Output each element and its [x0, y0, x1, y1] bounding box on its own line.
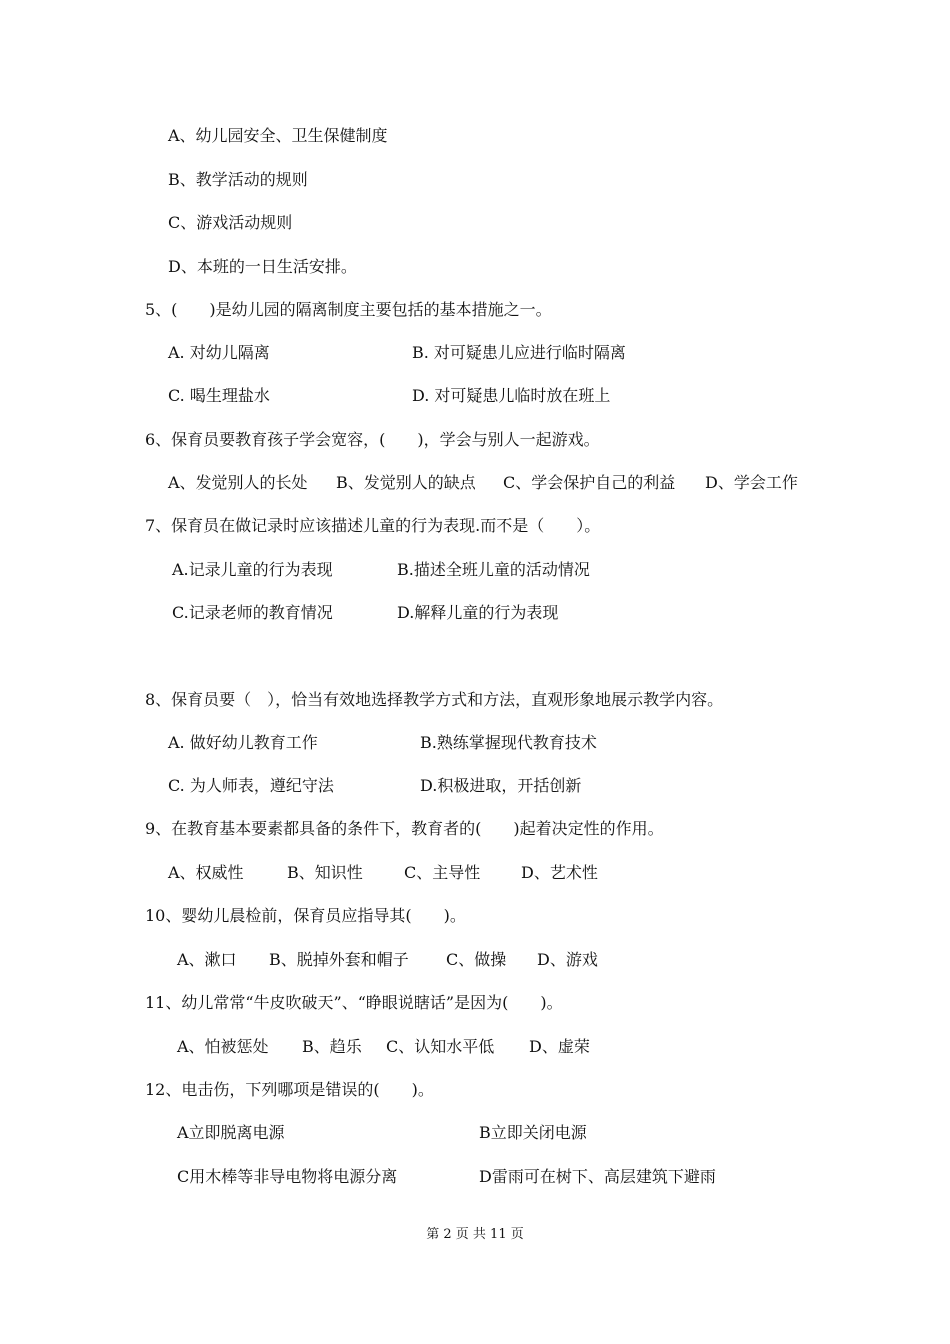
q11-option-b: B、趋乐 [302, 1037, 362, 1056]
q6-option-c: C、学会保护自己的利益 [503, 473, 676, 492]
q12-stem: 12、电击伤，下列哪项是错误的( )。 [145, 1080, 434, 1099]
q5-option-b: B. 对可疑患儿应进行临时隔离 [412, 343, 626, 362]
q8-option-c: C. 为人师表，遵纪守法 [168, 776, 334, 795]
q8-option-a: A. 做好幼儿教育工作 [168, 733, 318, 752]
q8-stem: 8、保育员要（ ），恰当有效地选择教学方式和方法，直观形象地展示教学内容。 [145, 690, 724, 709]
q8-option-b: B.熟练掌握现代教育技术 [420, 733, 597, 752]
q9-option-d: D、艺术性 [521, 863, 598, 882]
q4-option-a: A、幼儿园安全、卫生保健制度 [168, 126, 388, 145]
q10-stem: 10、婴幼儿晨检前，保育员应指导其( )。 [145, 906, 466, 925]
q9-stem: 9、在教育基本要素都具备的条件下，教育者的( )起着决定性的作用。 [145, 819, 664, 838]
q7-option-d: D.解释儿童的行为表现 [397, 603, 559, 622]
q6-option-d: D、学会工作 [705, 473, 798, 492]
q6-option-b: B、发觉别人的缺点 [336, 473, 476, 492]
q9-option-a: A、权威性 [168, 863, 244, 882]
q10-option-a: A、漱口 [177, 950, 237, 969]
q7-option-c: C.记录老师的教育情况 [172, 603, 333, 622]
q12-option-a: A立即脱离电源 [177, 1123, 285, 1142]
q12-option-c: C用木棒等非导电物将电源分离 [177, 1167, 398, 1186]
q4-option-c: C、游戏活动规则 [168, 213, 293, 232]
q11-option-c: C、认知水平低 [386, 1037, 495, 1056]
q8-option-d: D.积极进取，开括创新 [420, 776, 582, 795]
q6-option-a: A、发觉别人的长处 [168, 473, 308, 492]
q11-option-a: A、怕被惩处 [177, 1037, 269, 1056]
q7-option-a: A.记录儿童的行为表现 [172, 560, 333, 579]
q5-stem: 5、( )是幼儿园的隔离制度主要包括的基本措施之一。 [145, 300, 552, 319]
q9-option-b: B、知识性 [287, 863, 363, 882]
q11-stem: 11、幼儿常常“牛皮吹破天”、“睁眼说瞎话”是因为( )。 [145, 993, 563, 1012]
q10-option-b: B、脱掉外套和帽子 [269, 950, 409, 969]
q5-option-d: D. 对可疑患儿临时放在班上 [412, 386, 611, 405]
q9-option-c: C、主导性 [404, 863, 481, 882]
q11-option-d: D、虚荣 [529, 1037, 590, 1056]
q5-option-c: C. 喝生理盐水 [168, 386, 270, 405]
q4-option-d: D、本班的一日生活安排。 [168, 257, 357, 276]
q7-stem: 7、保育员在做记录时应该描述儿童的行为表现.而不是（ ）。 [145, 516, 601, 535]
q5-option-a: A. 对幼儿隔离 [168, 343, 270, 362]
q12-option-d: D雷雨可在树下、高层建筑下避雨 [479, 1167, 716, 1186]
q6-stem: 6、保育员要教育孩子学会宽容，( )，学会与别人一起游戏。 [145, 430, 600, 449]
q10-option-c: C、做操 [446, 950, 507, 969]
page-footer: 第 2 页 共 11 页 [426, 1227, 524, 1242]
q10-option-d: D、游戏 [537, 950, 598, 969]
q4-option-b: B、教学活动的规则 [168, 170, 308, 189]
q7-option-b: B.描述全班儿童的活动情况 [397, 560, 590, 579]
q12-option-b: B立即关闭电源 [479, 1123, 587, 1142]
